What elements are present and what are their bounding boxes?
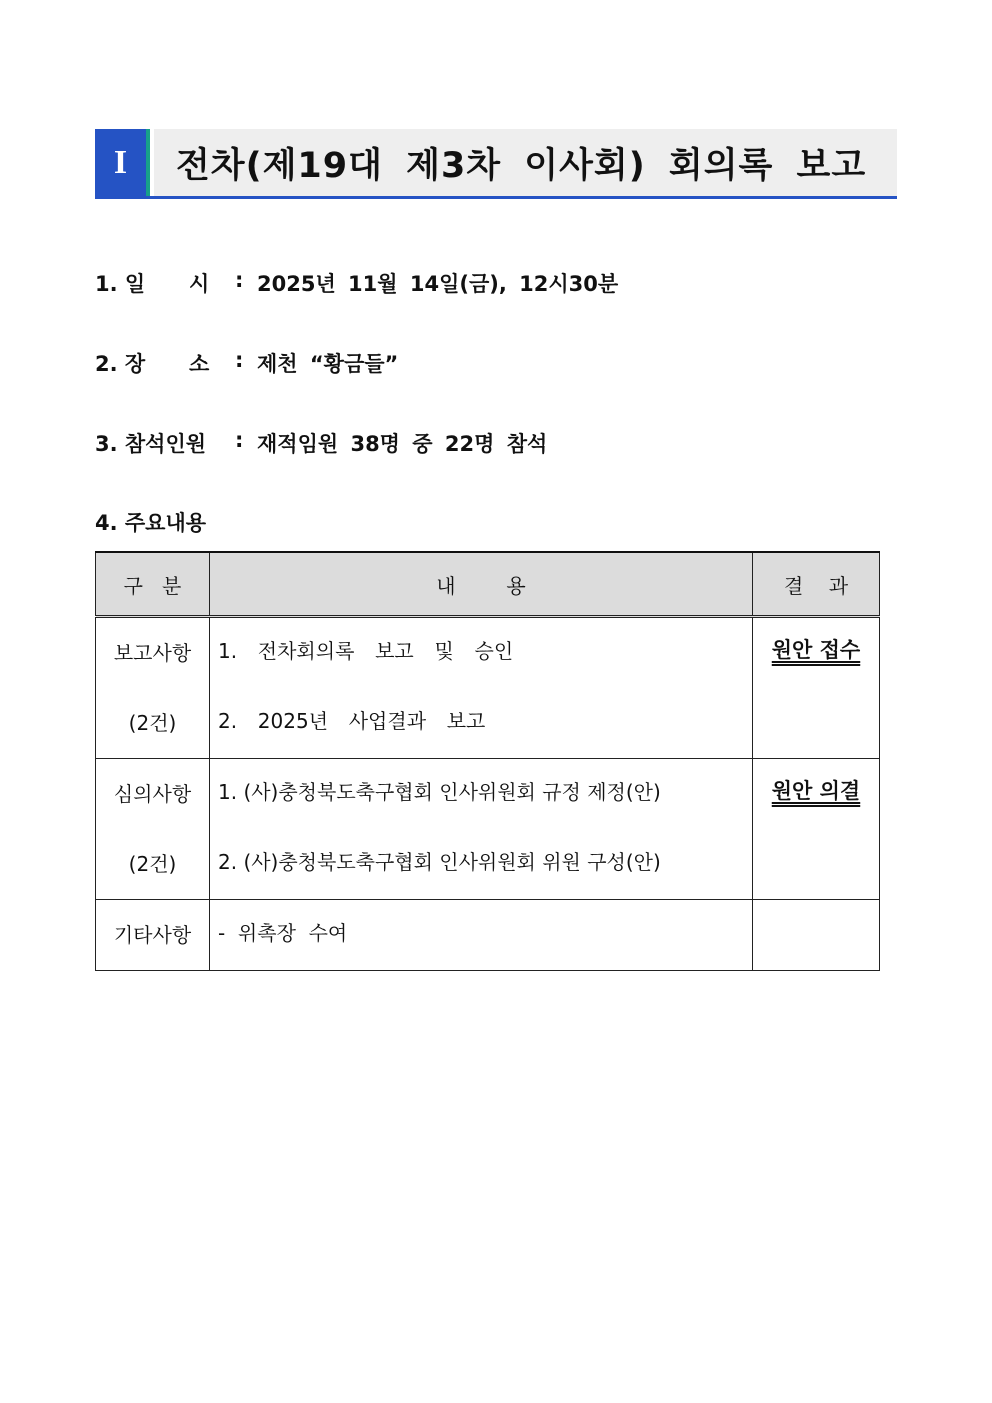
- row-result: [753, 759, 880, 900]
- header-category: 구 분: [96, 552, 210, 617]
- info-place-value: 제천 “황금들”: [257, 352, 399, 376]
- result-text: 원안 의결: [771, 779, 861, 803]
- info-attendance-label: 3. 참석인원: [95, 432, 207, 456]
- row-contents: [210, 759, 753, 900]
- main-content-heading: 4. 주요내용: [95, 511, 207, 535]
- content-item: 2. 2025년 사업결과 보고: [218, 709, 486, 733]
- info-date-label: 1. 일 시: [95, 272, 210, 296]
- row-category: [96, 759, 210, 900]
- info-place-label: 2. 장 소: [95, 352, 210, 376]
- row-contents: [210, 900, 753, 971]
- table-row: [96, 900, 880, 971]
- info-date-separator: :: [235, 268, 244, 292]
- content-item: 1. (사)충청북도축구협회 인사위원회 규정 제정(안): [218, 780, 661, 804]
- info-attendance-value: 재적임원 38명 중 22명 참석: [257, 432, 548, 456]
- info-date: [95, 268, 618, 298]
- table-header-row: [96, 552, 880, 617]
- info-date-value: 2025년 11월 14일(금), 12시30분: [257, 272, 619, 296]
- header-result: 결 과: [753, 552, 880, 617]
- category-label: 보고사항: [113, 641, 192, 665]
- row-category: [96, 900, 210, 971]
- info-attendance: [95, 428, 547, 458]
- table-row: [96, 617, 880, 759]
- header-content: 내 용: [210, 552, 753, 617]
- content-item: 1. 전차회의록 보고 및 승인: [218, 639, 514, 663]
- info-place: [95, 348, 398, 378]
- row-category: [96, 617, 210, 759]
- category-count: (2건): [128, 711, 177, 735]
- row-result: [753, 900, 880, 971]
- category-label: 기타사항: [113, 923, 192, 947]
- category-label: 심의사항: [113, 782, 192, 806]
- content-item: - 위촉장 수여: [218, 921, 348, 945]
- row-result: [753, 617, 880, 759]
- result-text: 원안 접수: [771, 638, 861, 662]
- section-header: [95, 129, 897, 200]
- section-number: I: [95, 129, 150, 197]
- info-attendance-separator: :: [235, 428, 244, 452]
- row-contents: [210, 617, 753, 759]
- section-title-box: [154, 129, 897, 197]
- content-item: 2. (사)충청북도축구협회 인사위원회 위원 구성(안): [218, 850, 661, 874]
- agenda-table: [95, 551, 880, 971]
- category-count: (2건): [128, 852, 177, 876]
- section-underline: [95, 196, 897, 199]
- info-place-separator: :: [235, 348, 244, 372]
- table-row: [96, 759, 880, 900]
- section-title: 전차(제19대 제3차 이사회) 회의록 보고: [176, 146, 867, 186]
